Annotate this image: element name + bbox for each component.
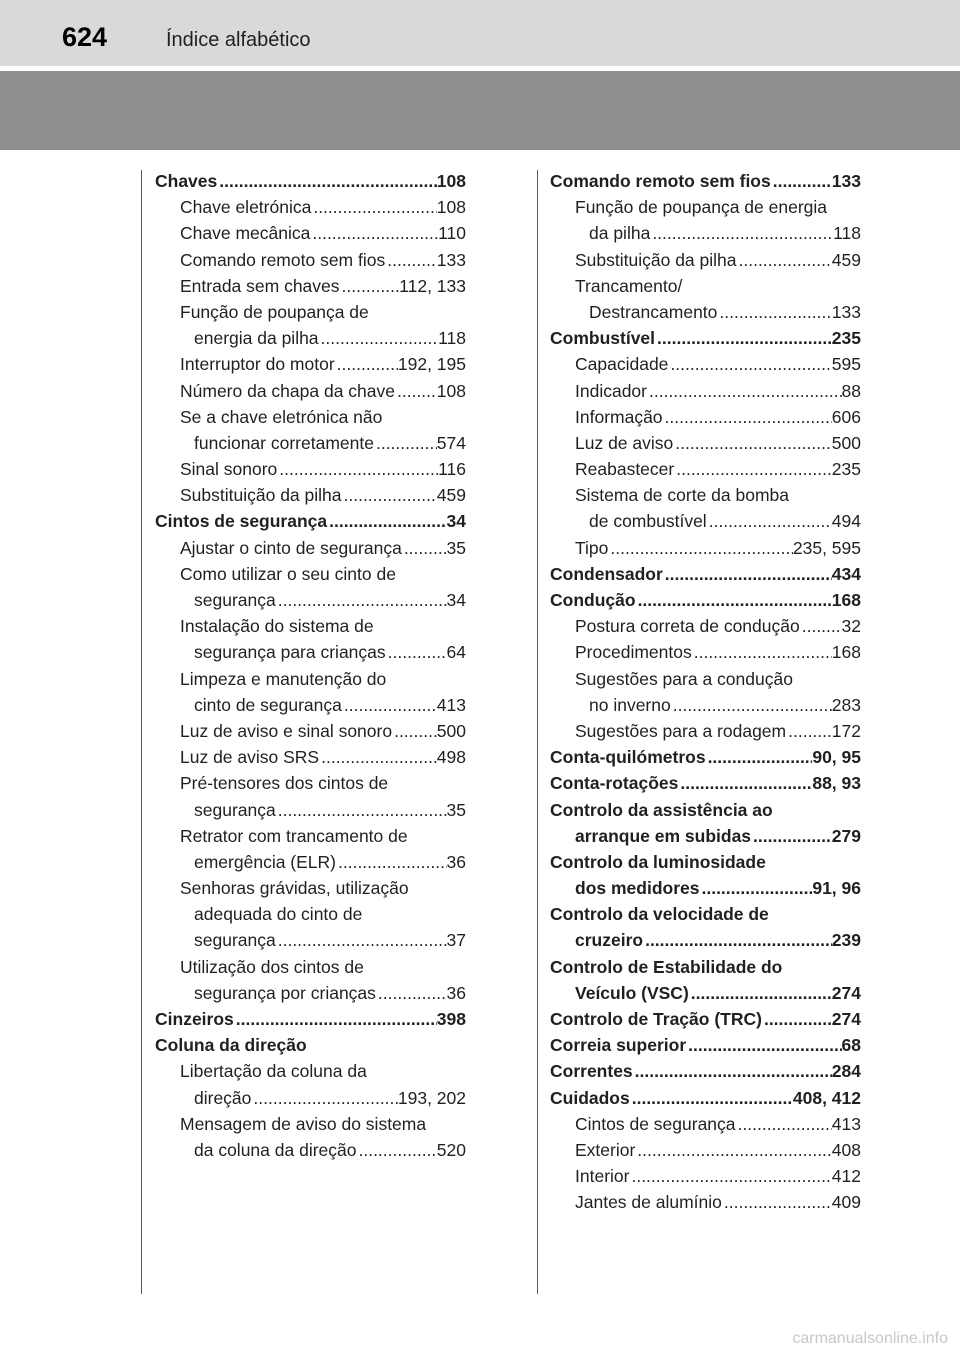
dot-leader — [647, 378, 842, 404]
entry-page: 274 — [831, 982, 861, 1003]
index-entry — [550, 797, 861, 823]
entry-page: 520 — [436, 1139, 466, 1160]
entry-term: Controlo da assistência ao — [550, 799, 773, 820]
dot-leader — [386, 639, 447, 665]
entry-term: Reabastecer — [575, 459, 675, 480]
entry-page: 408 — [831, 1139, 861, 1160]
section-title: Índice alfabético — [166, 29, 311, 51]
index-entry — [550, 954, 861, 980]
dot-leader — [276, 587, 447, 613]
watermark: carmanualsonline.info — [792, 1330, 948, 1347]
dot-leader — [717, 299, 831, 325]
dot-leader — [699, 875, 812, 901]
entry-term: de combustível — [589, 511, 707, 532]
dot-leader — [335, 351, 398, 377]
dot-leader — [673, 430, 832, 456]
dot-leader — [633, 1058, 832, 1084]
entry-page: 574 — [436, 432, 466, 453]
index-entry — [550, 404, 861, 430]
index-entry — [155, 247, 466, 273]
entry-page: 412 — [831, 1166, 861, 1187]
index-entry — [155, 901, 466, 927]
entry-page: 110 — [438, 223, 466, 244]
entry-term: Sugestões para a rodagem — [575, 720, 787, 741]
entry-term: direção — [194, 1087, 252, 1108]
entry-term: Número da chapa da chave — [180, 380, 395, 401]
entry-term: Cinzeiros — [155, 1009, 234, 1029]
entry-term: Postura correta de condução — [575, 616, 800, 637]
entry-page: 35 — [446, 799, 466, 820]
dot-leader — [668, 351, 831, 377]
entry-term: da coluna da direção — [194, 1139, 357, 1160]
entry-term: Instalação do sistema de — [180, 616, 374, 637]
entry-term: Cintos de segurança — [575, 1113, 736, 1134]
entry-page: 235 — [831, 459, 861, 480]
entry-page: 398 — [436, 1009, 466, 1029]
index-entry — [550, 927, 861, 953]
index-entry — [155, 273, 466, 299]
entry-page: 168 — [831, 590, 861, 610]
entry-term: Substituição da pilha — [180, 485, 342, 506]
index-entry — [155, 299, 466, 325]
entry-page: 498 — [436, 747, 466, 768]
entry-page: 91, 96 — [812, 878, 861, 899]
index-entry — [155, 587, 466, 613]
dot-leader — [736, 1111, 832, 1137]
entry-page: 239 — [831, 930, 861, 951]
entry-term: Chave eletrónica — [180, 197, 312, 218]
index-entry — [155, 927, 466, 953]
index-entry — [155, 954, 466, 980]
dot-leader — [319, 325, 439, 351]
dot-leader — [277, 456, 438, 482]
entry-term: Condução — [550, 590, 636, 610]
index-entry — [550, 508, 861, 534]
entry-page: 37 — [446, 930, 466, 951]
entry-term: segurança por crianças — [194, 982, 376, 1003]
entry-term: Controlo de Estabilidade do — [550, 956, 783, 977]
dot-leader — [737, 247, 832, 273]
entry-term: Interruptor do motor — [180, 354, 335, 375]
dot-leader — [706, 744, 813, 770]
entry-page: 90, 95 — [812, 747, 861, 768]
entry-page: 193, 202 — [397, 1087, 466, 1108]
dot-leader — [342, 482, 437, 508]
entry-term: Luz de aviso e sinal sonoro — [180, 720, 393, 741]
entry-page: 133 — [831, 171, 861, 191]
entry-page: 274 — [831, 1009, 861, 1029]
entry-page: 434 — [831, 563, 861, 584]
entry-page: 88 — [841, 380, 861, 401]
dot-leader — [276, 927, 447, 953]
entry-term: energia da pilha — [194, 328, 319, 349]
dot-leader — [342, 692, 437, 718]
entry-page: 108 — [436, 197, 466, 218]
dot-leader — [630, 1085, 793, 1111]
dot-leader — [663, 561, 832, 587]
entry-page: 279 — [831, 825, 861, 846]
index-entry — [550, 639, 861, 665]
entry-page: 500 — [436, 720, 466, 741]
index-entry — [155, 718, 466, 744]
entry-page: 35 — [446, 537, 466, 558]
entry-term: Correntes — [550, 1061, 633, 1082]
index-entry — [155, 430, 466, 456]
index-entry — [550, 1006, 861, 1032]
index-entry — [155, 875, 466, 901]
entry-term: Função de poupança de energia — [575, 197, 828, 218]
entry-page: 36 — [446, 851, 466, 872]
index-entry — [155, 639, 466, 665]
dot-leader — [217, 168, 437, 194]
dot-leader — [356, 1137, 436, 1163]
index-entry — [155, 613, 466, 639]
entry-term: emergência (ELR) — [194, 851, 336, 872]
dot-leader — [751, 823, 832, 849]
dot-leader — [762, 1006, 832, 1032]
dot-leader — [655, 325, 832, 351]
index-entry — [550, 849, 861, 875]
dot-leader — [707, 508, 832, 534]
entry-term: Conta-rotações — [550, 773, 679, 794]
entry-term: Luz de aviso SRS — [180, 747, 320, 768]
entry-term: dos medidores — [575, 878, 700, 899]
index-entry — [155, 220, 466, 246]
entry-page: 34 — [446, 511, 466, 532]
index-entry — [550, 980, 861, 1006]
entry-term: Conta-quilómetros — [550, 747, 706, 768]
entry-page: 284 — [831, 1061, 861, 1082]
entry-term: Exterior — [575, 1139, 636, 1160]
entry-page: 168 — [831, 642, 861, 663]
entry-term: Trancamento/ — [575, 275, 683, 296]
index-entry — [550, 456, 861, 482]
entry-page: 34 — [446, 590, 466, 610]
entry-page: 112, 133 — [399, 275, 466, 296]
entry-page: 68 — [841, 1035, 861, 1056]
dot-leader — [310, 220, 438, 246]
entry-term: Condensador — [550, 563, 663, 584]
entry-term: Sugestões para a condução — [575, 668, 793, 689]
entry-term: Combustível — [550, 328, 656, 349]
index-entry — [155, 378, 466, 404]
entry-page: 118 — [833, 223, 861, 244]
dot-leader — [629, 1163, 831, 1189]
index-entry — [550, 220, 861, 246]
entry-page: 133 — [436, 249, 466, 270]
index-entry — [155, 535, 466, 561]
column-divider — [537, 170, 538, 1294]
entry-term: Libertação da coluna da — [180, 1061, 367, 1082]
left-rule — [141, 170, 142, 1294]
index-entry — [550, 247, 861, 273]
entry-term: Mensagem de aviso do sistema — [180, 1113, 427, 1134]
index-entry — [155, 823, 466, 849]
entry-term: Capacidade — [575, 354, 669, 375]
index-entry — [155, 456, 466, 482]
entry-term: Cintos de segurança — [155, 511, 328, 532]
index-entry — [155, 325, 466, 351]
dot-leader — [800, 613, 842, 639]
entry-term: Correia superior — [550, 1035, 687, 1056]
entry-term: cinto de segurança — [194, 694, 342, 715]
index-entry — [155, 1085, 466, 1111]
index-entry — [155, 1058, 466, 1084]
index-entry — [550, 561, 861, 587]
entry-term: segurança — [194, 930, 276, 951]
entry-term: Indicador — [575, 380, 647, 401]
entry-term: Destrancamento — [589, 301, 718, 322]
dot-leader — [771, 168, 832, 194]
entry-page: 283 — [831, 694, 861, 715]
dot-leader — [319, 744, 437, 770]
entry-term: segurança — [194, 590, 276, 610]
entry-term: Função de poupança de — [180, 301, 369, 322]
entry-term: Controlo de Tração (TRC) — [550, 1009, 762, 1029]
entry-page: 108 — [436, 380, 466, 401]
index-entry — [550, 823, 861, 849]
entry-page: 108 — [436, 171, 466, 191]
dot-leader — [340, 273, 400, 299]
dot-leader — [678, 770, 812, 796]
entry-term: Tipo — [575, 537, 609, 558]
entry-page: 118 — [438, 328, 466, 349]
entry-page: 88, 93 — [812, 773, 861, 794]
index-entry — [550, 168, 861, 194]
entry-term: da pilha — [589, 223, 651, 244]
index-entry — [155, 980, 466, 1006]
entry-term: arranque em subidas — [575, 825, 752, 846]
entry-page: 235 — [831, 328, 861, 349]
entry-term: Sistema de corte da bomba — [575, 485, 790, 506]
entry-term: Se a chave eletrónica não — [180, 406, 383, 427]
entry-term: cruzeiro — [575, 930, 644, 951]
index-entry — [550, 482, 861, 508]
entry-term: Comando remoto sem fios — [550, 171, 771, 191]
index-entry — [155, 1006, 466, 1032]
dot-leader — [385, 247, 437, 273]
index-column-left — [155, 168, 466, 1163]
entry-term: Pré-tensores dos cintos de — [180, 773, 389, 794]
index-entry — [550, 901, 861, 927]
dot-leader — [336, 849, 447, 875]
index-entry — [550, 875, 861, 901]
entry-page: 408, 412 — [792, 1087, 861, 1108]
entry-term: Chaves — [155, 171, 218, 191]
index-entry — [155, 561, 466, 587]
entry-page: 494 — [831, 511, 861, 532]
index-column-right — [550, 168, 861, 1216]
dot-leader — [722, 1189, 832, 1215]
index-entry — [550, 1137, 861, 1163]
entry-page: 235, 595 — [792, 537, 861, 558]
index-entry — [155, 404, 466, 430]
index-entry — [155, 194, 466, 220]
entry-term: Substituição da pilha — [575, 249, 737, 270]
index-entry — [550, 325, 861, 351]
dot-leader — [786, 718, 832, 744]
dot-leader — [392, 718, 437, 744]
index-entry — [155, 351, 466, 377]
dot-leader — [374, 430, 437, 456]
index-entry — [155, 692, 466, 718]
entry-page: 36 — [446, 982, 466, 1003]
index-entry — [550, 273, 861, 299]
entry-page: 413 — [436, 694, 466, 715]
entry-term: Utilização dos cintos de — [180, 956, 364, 977]
dot-leader — [311, 194, 436, 220]
index-entry — [155, 168, 466, 194]
index-entry — [550, 1189, 861, 1215]
entry-page: 133 — [831, 301, 861, 322]
index-entry — [550, 587, 861, 613]
index-entry — [155, 1137, 466, 1163]
index-entry — [155, 508, 466, 534]
index-entry — [550, 194, 861, 220]
entry-page: 459 — [831, 249, 861, 270]
index-entry — [550, 1163, 861, 1189]
dot-leader — [643, 927, 832, 953]
index-entry — [155, 482, 466, 508]
entry-page: 595 — [831, 354, 861, 375]
index-entry — [550, 770, 861, 796]
entry-page: 606 — [831, 406, 861, 427]
entry-term: Senhoras grávidas, utilização — [180, 878, 409, 899]
index-entry — [550, 351, 861, 377]
entry-term: Jantes de alumínio — [575, 1192, 722, 1213]
entry-term: Informação — [575, 406, 663, 427]
dot-leader — [692, 639, 832, 665]
dot-leader — [689, 980, 832, 1006]
dot-leader — [395, 378, 437, 404]
entry-term: Cuidados — [550, 1087, 630, 1108]
index-entry — [155, 770, 466, 796]
entry-page: 459 — [436, 485, 466, 506]
entry-term: Chave mecânica — [180, 223, 311, 244]
entry-page: 500 — [831, 432, 861, 453]
entry-term: Ajustar o cinto de segurança — [180, 537, 402, 558]
index-entry — [155, 666, 466, 692]
index-entry — [155, 797, 466, 823]
entry-page: 64 — [446, 642, 466, 663]
entry-term: Como utilizar o seu cinto de — [180, 563, 396, 584]
entry-term: Veículo (VSC) — [575, 982, 689, 1003]
entry-term: Luz de aviso — [575, 432, 674, 453]
index-entry — [550, 613, 861, 639]
entry-page: 409 — [831, 1192, 861, 1213]
entry-term: no inverno — [589, 694, 671, 715]
entry-page: 32 — [841, 616, 861, 637]
dot-leader — [234, 1006, 437, 1032]
entry-term: Sinal sonoro — [180, 459, 278, 480]
entry-page: 172 — [831, 720, 861, 741]
entry-term: Limpeza e manutenção do — [180, 668, 387, 689]
dot-leader — [402, 535, 447, 561]
entry-term: segurança para crianças — [194, 642, 386, 663]
dot-leader — [327, 508, 446, 534]
entry-term: Coluna da direção — [155, 1035, 307, 1056]
dot-leader — [251, 1085, 397, 1111]
entry-page: 413 — [831, 1113, 861, 1134]
index-entry — [550, 430, 861, 456]
entry-term: adequada do cinto de — [194, 904, 363, 925]
entry-term: Controlo da luminosidade — [550, 851, 766, 872]
dot-leader — [636, 587, 832, 613]
dot-leader — [674, 456, 832, 482]
grey-band — [0, 71, 960, 150]
dot-leader — [376, 980, 447, 1006]
index-entry — [550, 718, 861, 744]
index-entry — [550, 1085, 861, 1111]
page-number: 624 — [62, 22, 108, 52]
index-entry — [155, 1111, 466, 1137]
dot-leader — [663, 404, 832, 430]
dot-leader — [276, 797, 447, 823]
entry-term: segurança — [194, 799, 276, 820]
index-entry — [550, 1032, 861, 1058]
entry-term: Comando remoto sem fios — [180, 249, 386, 270]
header-bar — [0, 0, 960, 66]
entry-term: Entrada sem chaves — [180, 275, 340, 296]
index-entry — [550, 378, 861, 404]
dot-leader — [650, 220, 833, 246]
entry-term: Controlo da velocidade de — [550, 904, 769, 925]
dot-leader — [671, 692, 832, 718]
index-entry — [155, 744, 466, 770]
entry-term: Retrator com trancamento de — [180, 825, 408, 846]
index-entry — [550, 692, 861, 718]
index-entry — [550, 535, 861, 561]
dot-leader — [608, 535, 792, 561]
dot-leader — [635, 1137, 832, 1163]
index-entry — [550, 1058, 861, 1084]
entry-page: 116 — [438, 459, 466, 480]
entry-term: funcionar corretamente — [194, 432, 374, 453]
index-entry — [550, 299, 861, 325]
index-entry — [550, 666, 861, 692]
entry-term: Interior — [575, 1166, 630, 1187]
index-entry — [155, 849, 466, 875]
index-entry — [550, 744, 861, 770]
dot-leader — [686, 1032, 841, 1058]
entry-term: Procedimentos — [575, 642, 692, 663]
index-entry — [550, 1111, 861, 1137]
entry-page: 192, 195 — [397, 354, 466, 375]
index-entry — [155, 1032, 466, 1058]
